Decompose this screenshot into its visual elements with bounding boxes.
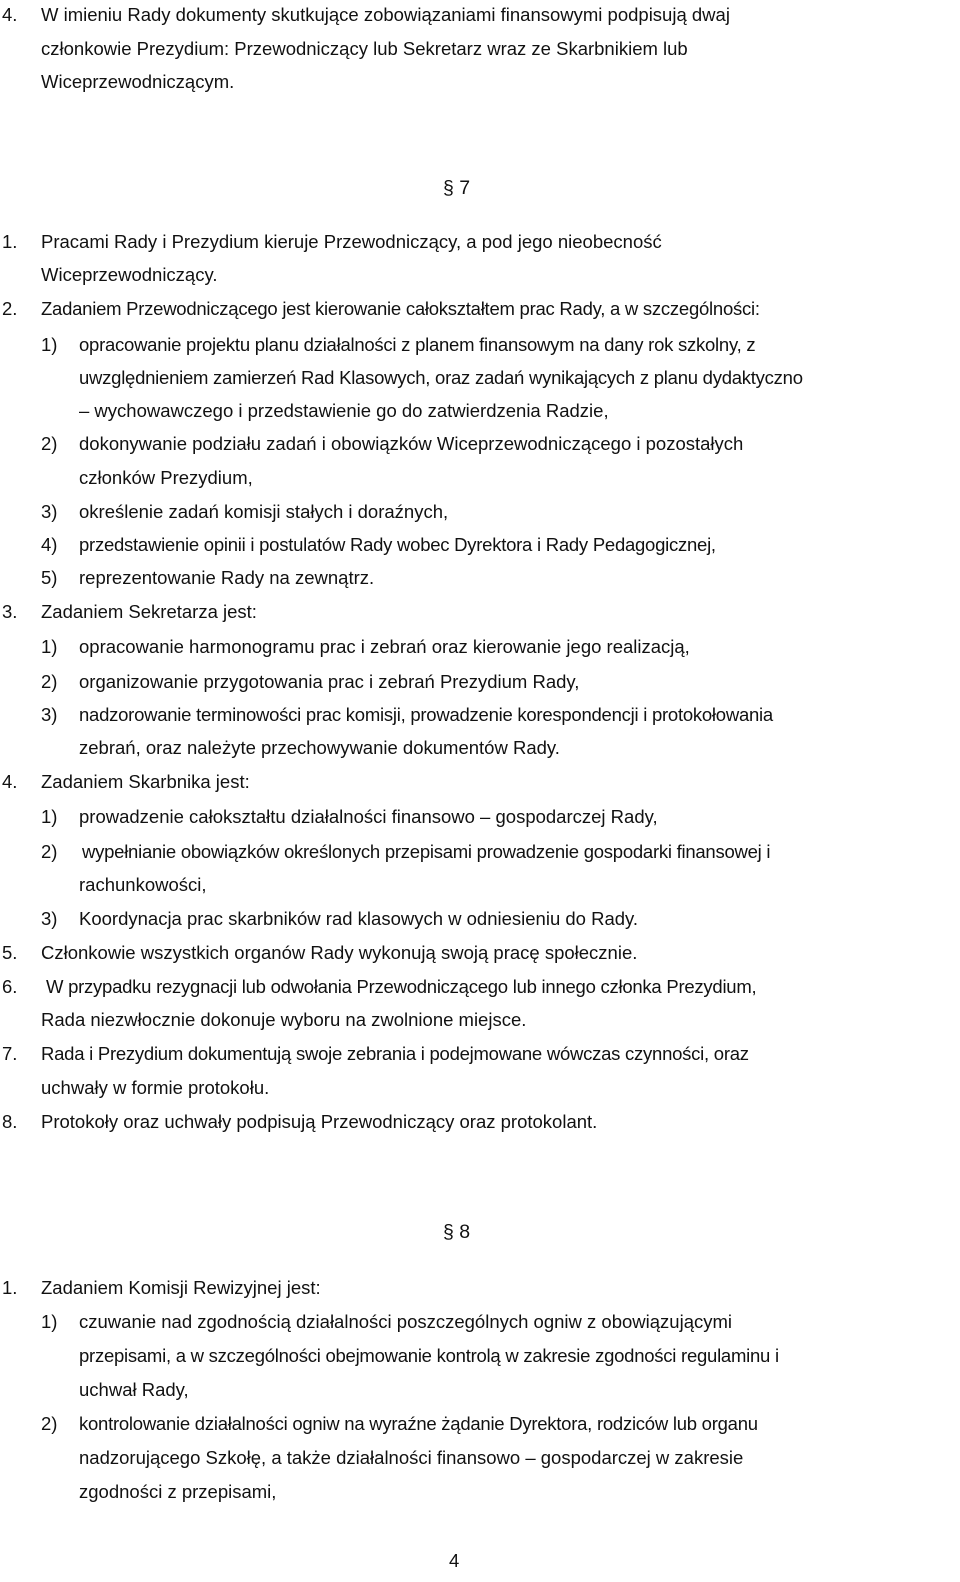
paragraph-line: Członkowie wszystkich organów Rady wykonują swoją pracę społecznie. (41, 942, 638, 963)
sublist-number: 3) (41, 908, 58, 929)
sublist-line: rachunkowości, (79, 874, 207, 895)
paragraph-line: członkowie Prezydium: Przewodniczący lub Sekretarz wraz ze Skarbnikiem lub (41, 38, 688, 59)
sublist-line: przedstawienie opinii i postulatów Rady wobec Dyrektora i Rady Pedagogicznej, (79, 534, 716, 555)
list-number: 6. (2, 976, 18, 997)
sublist-line: – wychowawczego i przedstawienie go do zatwierdzenia Radzie, (79, 400, 609, 421)
paragraph-line: Zadaniem Skarbnika jest: (41, 771, 250, 792)
sublist-number: 3) (41, 501, 58, 522)
sublist-line: uchwał Rady, (79, 1379, 189, 1400)
list-number: 4. (2, 771, 18, 792)
sublist-line: zebrań, oraz należyte przechowywanie dokumentów Rady. (79, 737, 560, 758)
sublist-line: nadzorującego Szkołę, a także działalności finansowo – gospodarczej w zakresie (79, 1447, 744, 1468)
sublist-number: 1) (41, 636, 58, 657)
sublist-line: reprezentowanie Rady na zewnątrz. (79, 567, 375, 588)
paragraph-line: Zadaniem Przewodniczącego jest kierowanie całokształtem prac Rady, a w szczególności: (41, 298, 760, 319)
list-number: 8. (2, 1111, 18, 1132)
list-number: 1. (2, 1277, 18, 1298)
sublist-line: prowadzenie całokształtu działalności finansowo – gospodarczej Rady, (79, 806, 658, 827)
sublist-line: opracowanie projektu planu działalności z planem finansowym na dany rok szkolny, z (79, 334, 756, 355)
paragraph-line: uchwały w formie protokołu. (41, 1077, 270, 1098)
sublist-line: członków Prezydium, (79, 467, 253, 488)
sublist-line: kontrolowanie działalności ogniw na wyraźne żądanie Dyrektora, rodziców lub organu (79, 1413, 758, 1434)
sublist-line: przepisami, a w szczególności obejmowanie kontrolą w zakresie zgodności regulaminu i (79, 1345, 779, 1366)
list-number: 3. (2, 601, 18, 622)
section-heading: § 7 (443, 177, 471, 199)
paragraph-line: W imieniu Rady dokumenty skutkujące zobowiązaniami finansowymi podpisują dwaj (41, 4, 730, 25)
sublist-line: nadzorowanie terminowości prac komisji, prowadzenie korespondencji i protokołowania (79, 704, 773, 725)
paragraph-line: W przypadku rezygnacji lub odwołania Przewodniczącego lub innego członka Prezydium, (46, 976, 757, 997)
sublist-line: dokonywanie podziału zadań i obowiązków Wiceprzewodniczącego i pozostałych (79, 433, 744, 454)
sublist-line: opracowanie harmonogramu prac i zebrań oraz kierowanie jego realizacją, (79, 636, 690, 657)
sublist-line: zgodności z przepisami, (79, 1481, 277, 1502)
sublist-number: 3) (41, 704, 58, 725)
sublist-line: Koordynacja prac skarbników rad klasowych w odniesieniu do Rady. (79, 908, 639, 929)
section-heading: § 8 (443, 1221, 471, 1243)
paragraph-line: Protokoły oraz uchwały podpisują Przewodniczący oraz protokolant. (41, 1111, 598, 1132)
paragraph-line: Rada niezwłocznie dokonuje wyboru na zwolnione miejsce. (41, 1009, 527, 1030)
paragraph-line: Wiceprzewodniczący. (41, 264, 218, 285)
sublist-line: uwzględnieniem zamierzeń Rad Klasowych, oraz zadań wynikających z planu dydaktyczno (79, 367, 803, 388)
sublist-number: 5) (41, 567, 58, 588)
paragraph-line: Zadaniem Komisji Rewizyjnej jest: (41, 1277, 321, 1298)
paragraph-line: Zadaniem Sekretarza jest: (41, 601, 257, 622)
paragraph-line: Wiceprzewodniczącym. (41, 71, 235, 92)
sublist-number: 2) (41, 841, 58, 862)
list-number: 1. (2, 231, 18, 252)
list-number: 5. (2, 942, 18, 963)
sublist-number: 1) (41, 806, 58, 827)
sublist-number: 2) (41, 1413, 58, 1434)
paragraph-line: Rada i Prezydium dokumentują swoje zebrania i podejmowane wówczas czynności, oraz (41, 1043, 749, 1064)
sublist-number: 2) (41, 671, 58, 692)
sublist-line: czuwanie nad zgodnością działalności poszczególnych ogniw z obowiązującymi (79, 1311, 733, 1332)
sublist-number: 1) (41, 334, 58, 355)
sublist-number: 2) (41, 433, 58, 454)
page-number: 4 (449, 1550, 460, 1571)
sublist-line: określenie zadań komisji stałych i doraźnych, (79, 501, 449, 522)
sublist-number: 1) (41, 1311, 58, 1332)
list-number: 2. (2, 298, 18, 319)
list-number: 7. (2, 1043, 18, 1064)
list-number: 4. (2, 4, 18, 25)
paragraph-line: Pracami Rady i Prezydium kieruje Przewodniczący, a pod jego nieobecność (41, 231, 662, 252)
sublist-line: wypełnianie obowiązków określonych przepisami prowadzenie gospodarki finansowej i (82, 841, 771, 862)
sublist-number: 4) (41, 534, 58, 555)
sublist-line: organizowanie przygotowania prac i zebrań Prezydium Rady, (79, 671, 580, 692)
